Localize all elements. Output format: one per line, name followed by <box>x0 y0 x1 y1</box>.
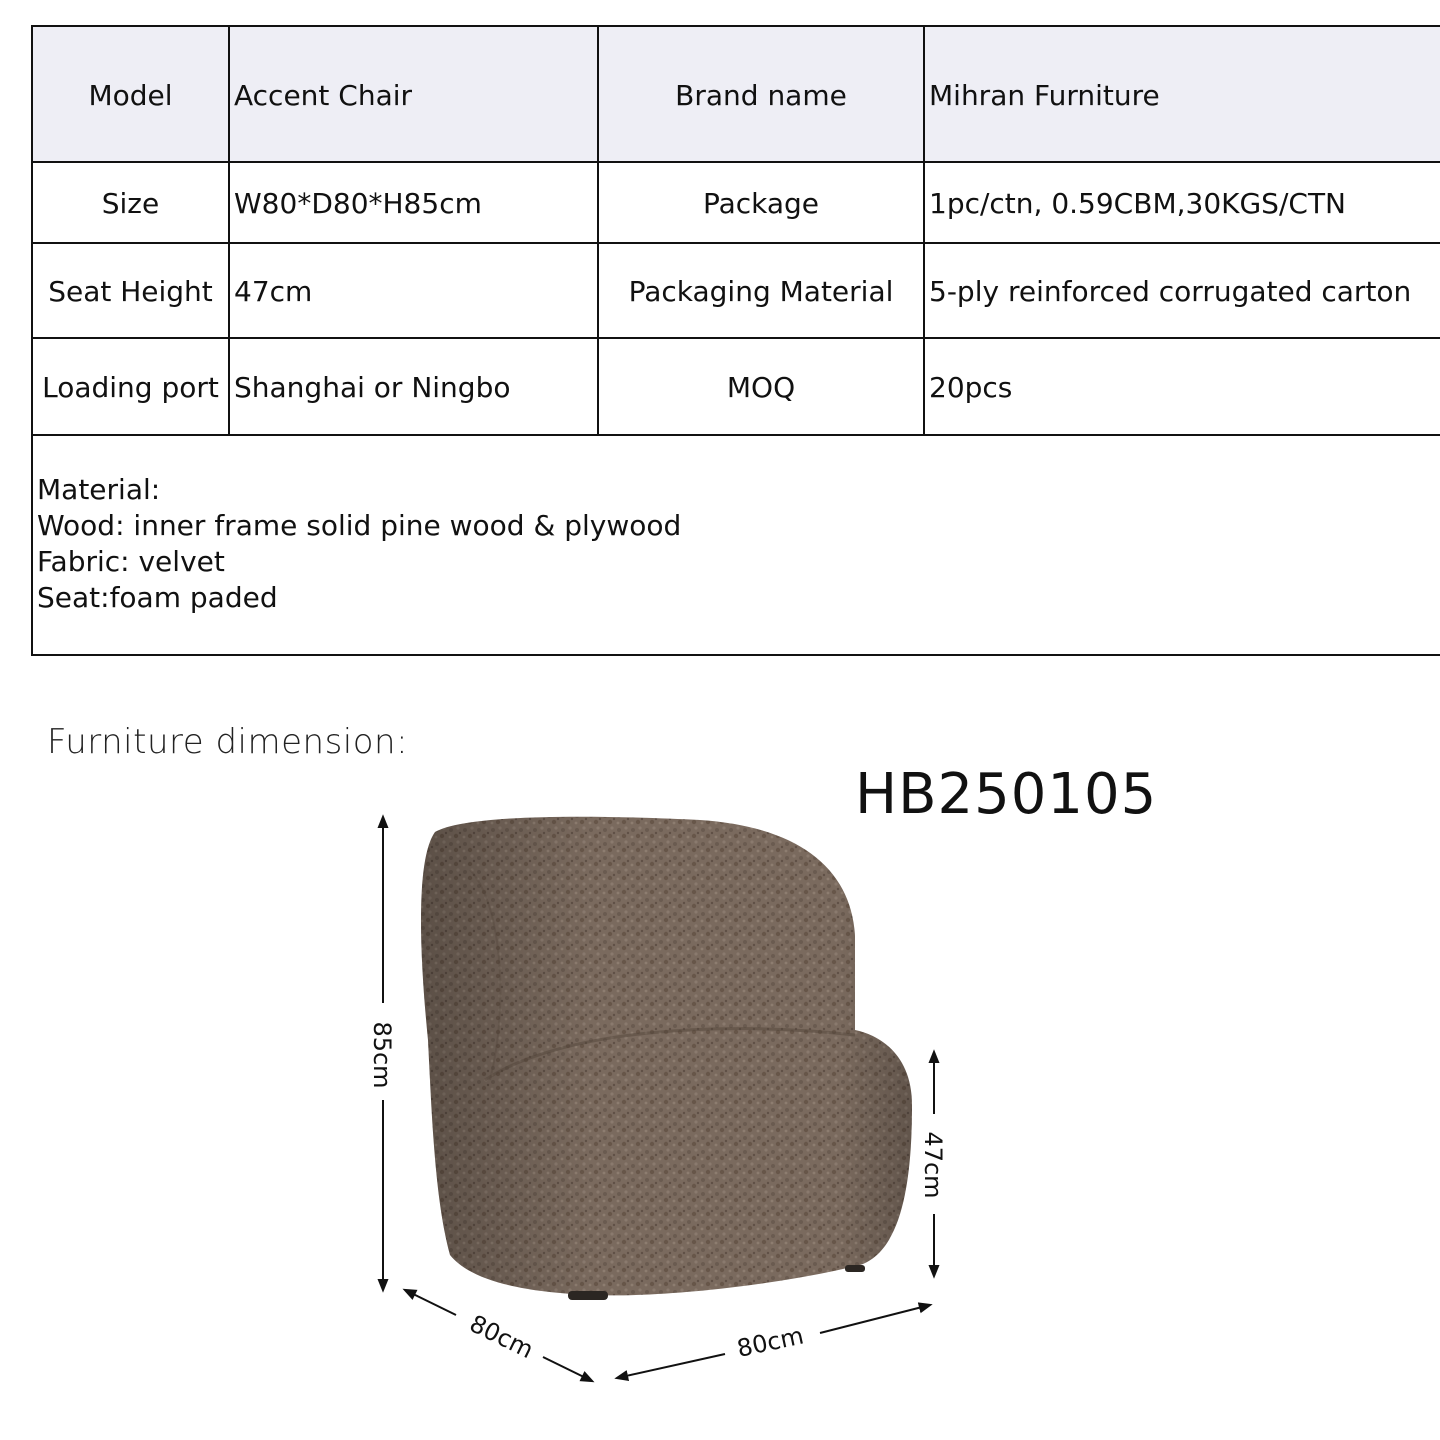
height-label: 85cm <box>368 1021 396 1089</box>
depth-label: 80cm <box>465 1309 538 1365</box>
label-package: Package <box>702 187 820 220</box>
width-dimension <box>617 1305 930 1378</box>
value-model: Accent Chair <box>234 78 413 112</box>
chair-image <box>421 817 912 1300</box>
material-heading: Material: <box>37 473 161 506</box>
seat-height-dimension <box>919 1052 947 1276</box>
model-code: HB250105 <box>855 762 1158 827</box>
label-moq: MOQ <box>726 371 796 404</box>
value-seat-height: 47cm <box>234 275 313 308</box>
label-model: Model <box>88 78 173 112</box>
depth-dimension <box>405 1290 592 1381</box>
label-loading-port: Loading port <box>42 371 219 404</box>
height-dimension <box>368 817 396 1290</box>
label-packaging-material: Packaging Material <box>628 275 894 308</box>
label-seat-height: Seat Height <box>48 275 213 308</box>
value-size: W80*D80*H85cm <box>234 187 482 220</box>
width-label: 80cm <box>734 1321 807 1363</box>
value-brand-name: Mihran Furniture <box>929 78 1160 112</box>
value-package: 1pc/ctn, 0.59CBM,30KGS/CTN <box>929 187 1346 220</box>
dimension-heading: Furniture dimension: <box>47 722 409 762</box>
value-packaging-material: 5-ply reinforced corrugated carton <box>929 275 1412 308</box>
label-brand-name: Brand name <box>675 78 847 112</box>
seat-height-label: 47cm <box>919 1131 947 1199</box>
chair-foot <box>845 1265 865 1272</box>
material-seat: Seat:foam paded <box>37 581 278 614</box>
value-loading-port: Shanghai or Ningbo <box>234 371 511 404</box>
material-wood: Wood: inner frame solid pine wood & plywood <box>37 509 682 542</box>
label-size: Size <box>101 187 160 220</box>
chair-foot <box>568 1291 608 1300</box>
material-fabric: Fabric: velvet <box>37 545 225 578</box>
value-moq: 20pcs <box>929 371 1013 404</box>
